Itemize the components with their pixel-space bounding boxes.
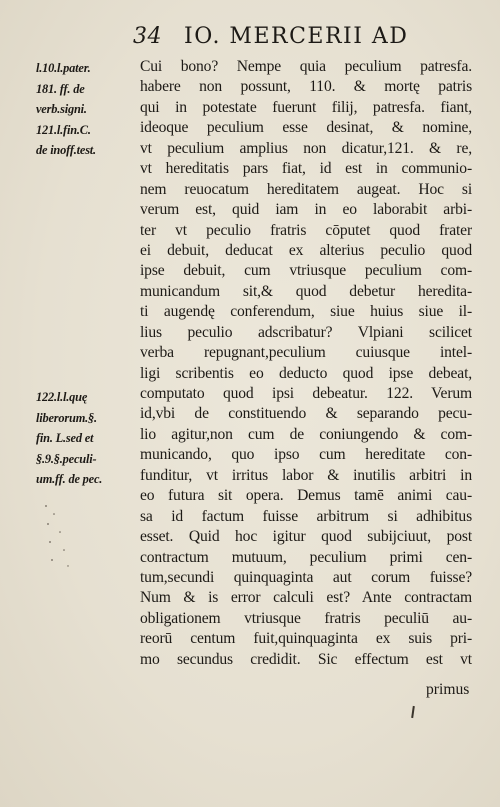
margin-note: 122.l.l.quę liberorum.§. fin. L.sed et §.9.§.peculi- um.ff. de pec.: [36, 390, 103, 486]
text-line: reorū centum fuit,quinquaginta ex suis pri-: [140, 630, 472, 648]
margin-note: l.10.l.pater. 181. ff. de verb.signi. 121.l.fin.C. de inoff.test.: [36, 61, 96, 157]
text-line: ligi scribentis eo deducto quod ipse debeat,: [140, 364, 472, 382]
catchword: primus: [426, 681, 470, 698]
text-line: id,vbi de constituendo & separando pecu-: [140, 405, 472, 423]
text-line: ipse debuit, cum vtriusque peculium com-: [140, 262, 472, 280]
text-line: verba repugnant,peculium cuiusque intel-: [140, 344, 472, 362]
text-line: Cui bono? Nempe quia peculium patresfa.: [140, 58, 472, 75]
text-line: lio agitur,non cum de coniungendo & com-: [140, 425, 472, 443]
body-text: [140, 57, 472, 670]
text-line: computato quod ipsi debeatur. 122. Verum: [140, 385, 472, 402]
text-line: sa id factum fuisse arbitrum si adhibitus: [140, 507, 472, 525]
text-line: vt peculium amplius non dicatur,121. & re,: [140, 139, 472, 157]
text-line: nem reuocatum hereditatem augeat. Hoc si: [140, 180, 472, 198]
text-line: contractum mutuum, peculium primi cen-: [140, 548, 472, 566]
text-line: verum est, quid iam in eo laborabit arbi-: [140, 201, 472, 219]
text-line: ter vt peculio fratris cōputet quod frater: [140, 221, 472, 239]
text-line: ei debuit, deducat ex alterius peculio quod: [140, 241, 472, 259]
page-number: 34: [133, 24, 162, 49]
text-line: Num & is error calculi est? Ante contractam: [140, 589, 472, 607]
text-line: funditur, vt irritus labor & inutilis arbitri in: [140, 466, 472, 484]
text-line: municandum sit,& quod debetur heredita-: [140, 282, 472, 300]
text-line: lius peculio adscribatur? Vlpiani scilicet: [140, 323, 472, 341]
running-title: IO. MERCERII AD: [184, 24, 409, 49]
text-line: ti augendę conferendum, siue huius siue il-: [140, 303, 472, 321]
text-line: mo secundus credidit. Sic effectum est vt: [140, 650, 472, 668]
text-line: municando, quo ipso cum hereditate con-: [140, 446, 472, 464]
text-line: vt hereditatis pars fiat, id est in communio-: [140, 160, 472, 178]
text-line: qui in potestate fuerunt filij, patresfa. fiant,: [140, 98, 472, 116]
text-line: ideoque peculium esse desinat, & nomine,: [140, 119, 472, 137]
text-line: obligationem vtriusque fratris peculiū au-: [140, 609, 472, 627]
ink-mark: [411, 706, 415, 718]
text-line: eo futura sit opera. Demus tamē animi cau-: [140, 487, 472, 505]
text-line: tum,secundi quinquaginta aut corum fuisse?: [140, 568, 472, 586]
running-head: [0, 18, 500, 58]
text-line: esset. Quid hoc igitur quod subijciuut, post: [140, 528, 472, 546]
ink-speckles: [42, 502, 72, 572]
text-line: habere non possunt, 110. & mortę patris: [140, 78, 472, 96]
